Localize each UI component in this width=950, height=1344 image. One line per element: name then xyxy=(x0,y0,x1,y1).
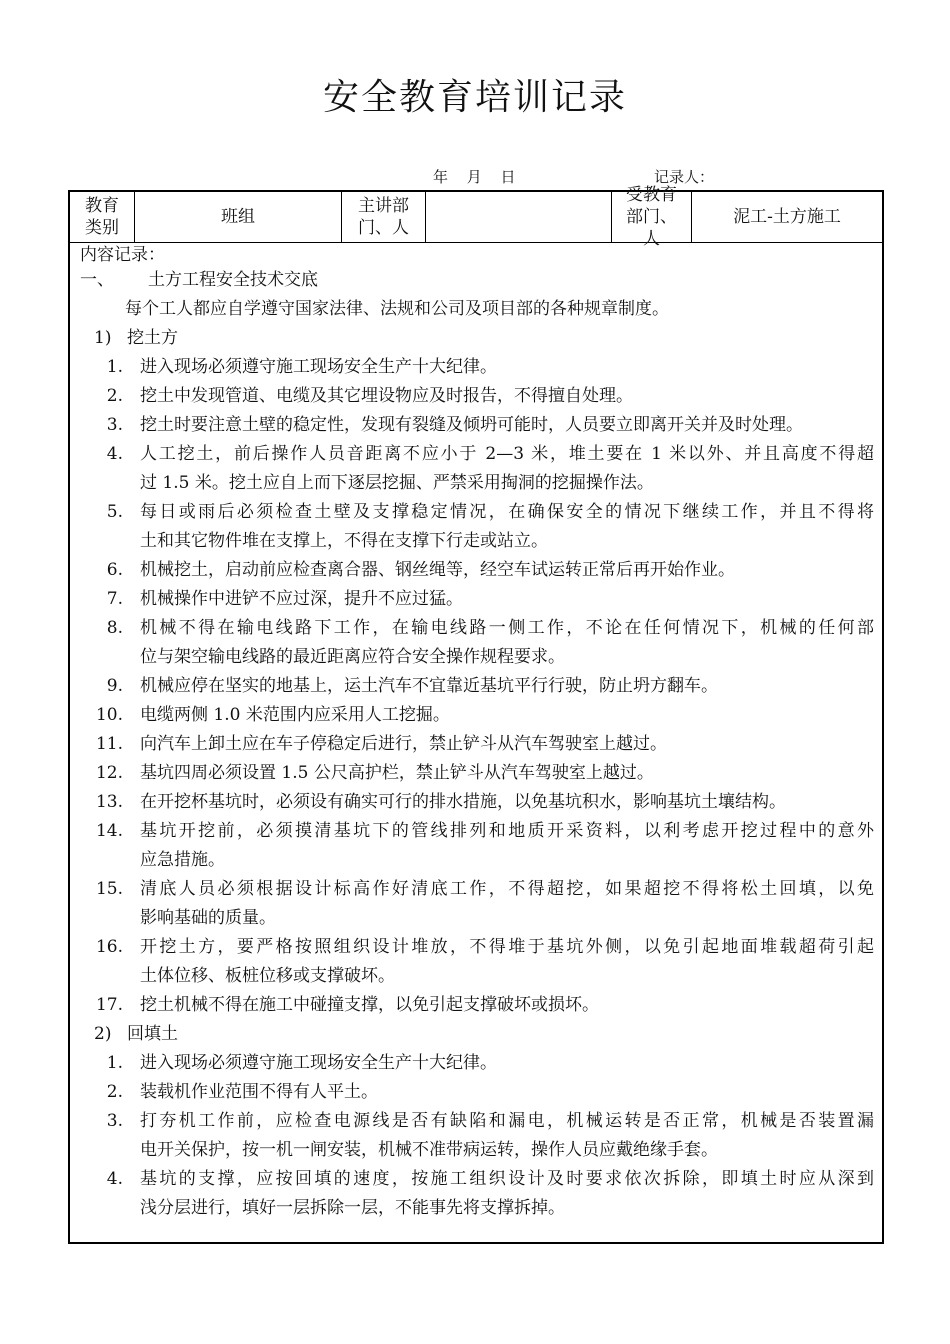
list-item-number: 8. xyxy=(106,618,123,638)
part2-title: 回填土 xyxy=(127,1024,178,1044)
part2-label: 2) xyxy=(94,1024,112,1044)
list-item xyxy=(70,440,882,469)
trainee-value: 泥工-土方施工 xyxy=(691,192,882,242)
list-item xyxy=(70,904,882,933)
content-record xyxy=(70,244,882,1223)
list-item-number: 17. xyxy=(95,995,123,1015)
category-label-cell xyxy=(70,192,134,242)
date-field: 年 月 日 xyxy=(433,168,516,186)
list-item-number: 6. xyxy=(106,560,123,580)
trainee-label: 受教育部门、人 xyxy=(626,185,677,249)
list-item-text: 挖土时要注意土壁的稳定性，发现有裂缝及倾坍可能时，人员要立即离开关并及时处理。 xyxy=(140,415,803,435)
lecturer-value xyxy=(425,192,611,242)
list-item-text: 挖土机械不得在施工中碰撞支撑，以免引起支撑破坏或损坏。 xyxy=(140,995,599,1015)
list-item xyxy=(70,382,882,411)
list-item xyxy=(70,730,882,759)
list-item-number: 3. xyxy=(106,415,123,435)
list-item-text: 土体位移、板桩位移或支撑破坏。 xyxy=(140,966,395,986)
list-item-text: 电缆两侧 1.0 米范围内应采用人工挖掘。 xyxy=(140,705,450,725)
list-item xyxy=(70,614,882,643)
list-item-number: 16. xyxy=(95,937,123,957)
list-item-text: 基坑开挖前，必须摸清基坑下的管线排列和地质开采资料，以利考虑开挖过程中的意外 xyxy=(140,821,874,841)
list-item xyxy=(70,585,882,614)
list-item xyxy=(70,556,882,585)
list-item-number: 9. xyxy=(106,676,123,696)
list-item-text: 应急措施。 xyxy=(140,850,225,870)
list-item-text: 挖土中发现管道、电缆及其它埋设物应及时报告，不得擅自处理。 xyxy=(140,386,633,406)
list-item-text: 基坑的支撑，应按回填的速度，按施工组织设计及时要求依次拆除，即填土时应从深到 xyxy=(140,1169,874,1189)
list-item-text: 影响基础的质量。 xyxy=(140,908,276,928)
list-item-text: 土和其它物件堆在支撑上，不得在支撑下行走或站立。 xyxy=(140,531,548,551)
intro-line xyxy=(70,295,882,324)
list-item xyxy=(70,788,882,817)
section-title: 土方工程安全技术交底 xyxy=(148,270,318,290)
list-item xyxy=(70,962,882,991)
list-item xyxy=(70,672,882,701)
content-label-line xyxy=(70,244,882,266)
list-item xyxy=(70,1136,882,1165)
list-item xyxy=(70,817,882,846)
list-item-number: 10. xyxy=(95,705,123,725)
part2-list xyxy=(70,1049,882,1223)
list-item xyxy=(70,1078,882,1107)
part1-title: 挖土方 xyxy=(127,328,178,348)
list-item xyxy=(70,353,882,382)
trainee-label-cell xyxy=(611,185,691,249)
list-item-text: 机械不得在输电线路下工作，在输电线路一侧工作，不论在任何情况下，机械的任何部 xyxy=(140,618,874,638)
page-title: 安全教育培训记录 xyxy=(322,77,627,118)
list-item-text: 装载机作业范围不得有人平土。 xyxy=(140,1082,378,1102)
list-item-text: 基坑四周必须设置 1.5 公尺高护栏，禁止铲斗从汽车驾驶室上越过。 xyxy=(140,763,654,783)
list-item-number: 7. xyxy=(106,589,123,609)
list-item-number: 5. xyxy=(106,502,123,522)
list-item-text: 浅分层进行，填好一层拆除一层，不能事先将支撑拆掉。 xyxy=(140,1198,565,1218)
list-item-number: 2. xyxy=(106,386,123,406)
list-item-number: 15. xyxy=(95,879,123,899)
list-item-text: 开挖土方，要严格按照组织设计堆放，不得堆于基坑外侧，以免引起地面堆载超荷引起 xyxy=(140,937,874,957)
list-item xyxy=(70,759,882,788)
list-item xyxy=(70,1165,882,1194)
recorder-field: 记录人： xyxy=(654,168,715,186)
list-item-text: 在开挖杯基坑时，必须设有确实可行的排水措施，以免基坑积水，影响基坑土壤结构。 xyxy=(140,792,786,812)
list-item-number: 11. xyxy=(95,734,123,754)
list-item-number: 2. xyxy=(106,1082,123,1102)
list-item xyxy=(70,933,882,962)
list-item-text: 机械操作中进铲不应过深，提升不应过猛。 xyxy=(140,589,463,609)
list-item xyxy=(70,846,882,875)
part2-heading xyxy=(70,1020,882,1049)
list-item-text: 打夯机工作前，应检查电源线是否有缺陷和漏电，机械运转是否正常，机械是否装置漏 xyxy=(140,1111,874,1131)
list-item-number: 12. xyxy=(95,763,123,783)
list-item-number: 4. xyxy=(106,444,123,464)
intro-text: 每个工人都应自学遵守国家法律、法规和公司及项目部的各种规章制度。 xyxy=(125,299,669,319)
list-item-text: 机械挖土，启动前应检查离合器、钢丝绳等，经空车试运转正常后再开始作业。 xyxy=(140,560,735,580)
list-item-number: 1. xyxy=(106,1053,123,1073)
section-heading xyxy=(70,266,882,295)
list-item xyxy=(70,875,882,904)
list-item-text: 位与架空输电线路的最近距离应符合安全操作规程要求。 xyxy=(140,647,565,667)
list-item-number: 13. xyxy=(95,792,123,812)
record-table xyxy=(68,185,884,1244)
list-item-number: 3. xyxy=(106,1111,123,1131)
part1-label: 1) xyxy=(94,328,112,348)
list-item-number: 14. xyxy=(95,821,123,841)
list-item-text: 电开关保护，按一机一闸安装，机械不准带病运转，操作人员应戴绝缘手套。 xyxy=(140,1140,718,1160)
list-item-text: 机械应停在坚实的地基上，运土汽车不宜靠近基坑平行行驶，防止坍方翻车。 xyxy=(140,676,718,696)
list-item xyxy=(70,643,882,672)
list-item-text: 每日或雨后必须检查土壁及支撑稳定情况，在确保安全的情况下继续工作，并且不得将 xyxy=(140,502,874,522)
lecturer-label: 主讲部门、人 xyxy=(358,196,409,238)
list-item-text: 向汽车上卸土应在车子停稳定后进行，禁止铲斗从汽车驾驶室上越过。 xyxy=(140,734,667,754)
category-value: 班组 xyxy=(134,192,341,242)
list-item xyxy=(70,1049,882,1078)
header-row xyxy=(70,185,882,249)
list-item xyxy=(70,1107,882,1136)
list-item-text: 人工挖土，前后操作人员音距离不应小于 2—3 米，堆土要在 1 米以外、并且高度不得超 xyxy=(140,444,874,464)
list-item-text: 进入现场必须遵守施工现场安全生产十大纪律。 xyxy=(140,357,497,377)
part1-heading xyxy=(70,324,882,353)
list-item xyxy=(70,701,882,730)
category-label: 教育类别 xyxy=(85,196,119,238)
list-item-text: 进入现场必须遵守施工现场安全生产十大纪律。 xyxy=(140,1053,497,1073)
section-number: 一、 xyxy=(80,270,114,290)
list-item xyxy=(70,469,882,498)
list-item-text: 过 1.5 米。挖土应自上而下逐层挖掘、严禁采用掏洞的挖掘操作法。 xyxy=(140,473,654,493)
list-item-number: 4. xyxy=(106,1169,123,1189)
content-label: 内容记录： xyxy=(80,245,165,265)
lecturer-label-cell xyxy=(341,192,425,242)
list-item xyxy=(70,1194,882,1223)
list-item xyxy=(70,527,882,556)
list-item xyxy=(70,411,882,440)
list-item-text: 清底人员必须根据设计标高作好清底工作，不得超挖，如果超挖不得将松土回填，以免 xyxy=(140,879,874,899)
list-item xyxy=(70,991,882,1020)
part1-list xyxy=(70,353,882,1020)
list-item-number: 1. xyxy=(106,357,123,377)
list-item xyxy=(70,498,882,527)
